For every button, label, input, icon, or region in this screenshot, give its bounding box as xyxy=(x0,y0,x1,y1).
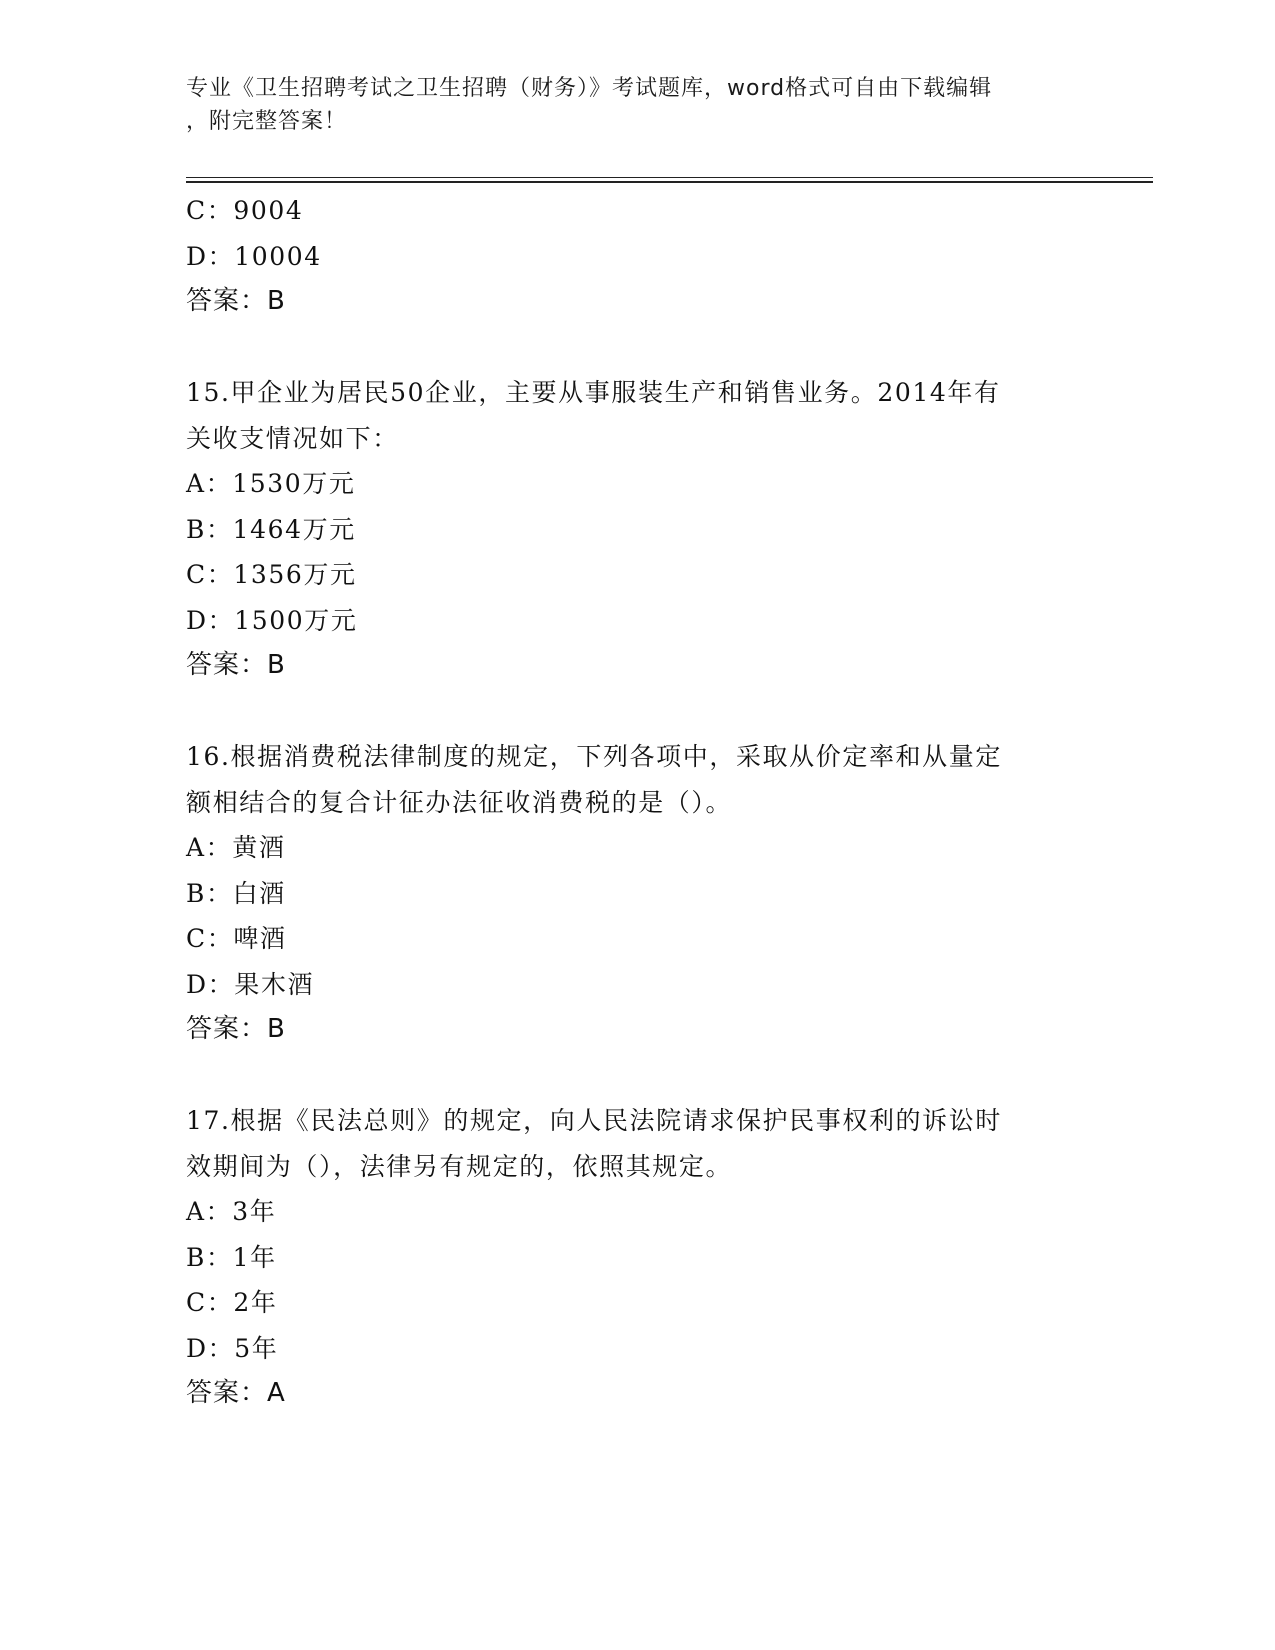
option-a: A：黄酒 xyxy=(186,833,286,862)
page-header xyxy=(186,72,1086,138)
header-line-1: 专业《卫生招聘考试之卫生招聘（财务）》考试题库，word格式可自由下载编辑 xyxy=(186,76,993,101)
option-c: C：2年 xyxy=(186,1288,278,1317)
question-15 xyxy=(186,370,1086,689)
option-d: D：5年 xyxy=(186,1333,279,1363)
answer-line: 答案：A xyxy=(186,1378,286,1408)
option-c: C：啤酒 xyxy=(186,924,287,953)
option-b: B：1464万元 xyxy=(186,514,356,544)
answer-line: 答案：B xyxy=(186,286,286,316)
header-divider-thin xyxy=(186,177,1153,178)
question-16 xyxy=(186,734,1086,1053)
spacer xyxy=(186,1053,1086,1099)
question-stem-line: 15.甲企业为居民50企业，主要从事服装生产和销售业务。2014年有 xyxy=(186,378,1001,407)
question-list xyxy=(186,188,1086,1417)
option-d: D：10004 xyxy=(186,241,322,271)
question-stem-line: 17.根据《民法总则》的规定，向人民法院请求保护民事权利的诉讼时 xyxy=(186,1106,1002,1135)
option-a: A：1530万元 xyxy=(186,469,356,498)
option-d: D：1500万元 xyxy=(186,605,358,635)
question-17 xyxy=(186,1098,1086,1417)
option-b: B：白酒 xyxy=(186,878,286,908)
question-stem-line: 额相结合的复合计征办法征收消费税的是（）。 xyxy=(186,787,733,817)
answer-line: 答案：B xyxy=(186,1014,286,1044)
question-stem-line: 效期间为（），法律另有规定的，依照其规定。 xyxy=(186,1151,733,1181)
question-stem-line: 关收支情况如下： xyxy=(186,423,399,453)
option-a: A：3年 xyxy=(186,1197,277,1226)
spacer xyxy=(186,325,1086,371)
option-b: B：1年 xyxy=(186,1242,277,1272)
spacer xyxy=(186,689,1086,735)
option-c: C：1356万元 xyxy=(186,560,357,589)
header-line-2: ，附完整答案！ xyxy=(186,109,348,134)
question-stem-line: 16.根据消费税法律制度的规定，下列各项中，采取从价定率和从量定 xyxy=(186,742,1002,771)
header-divider-thick xyxy=(186,181,1153,183)
answer-line: 答案：B xyxy=(186,650,286,680)
option-c: C：9004 xyxy=(186,196,304,225)
option-d: D：果木酒 xyxy=(186,969,315,999)
question-14-tail xyxy=(186,188,1086,325)
